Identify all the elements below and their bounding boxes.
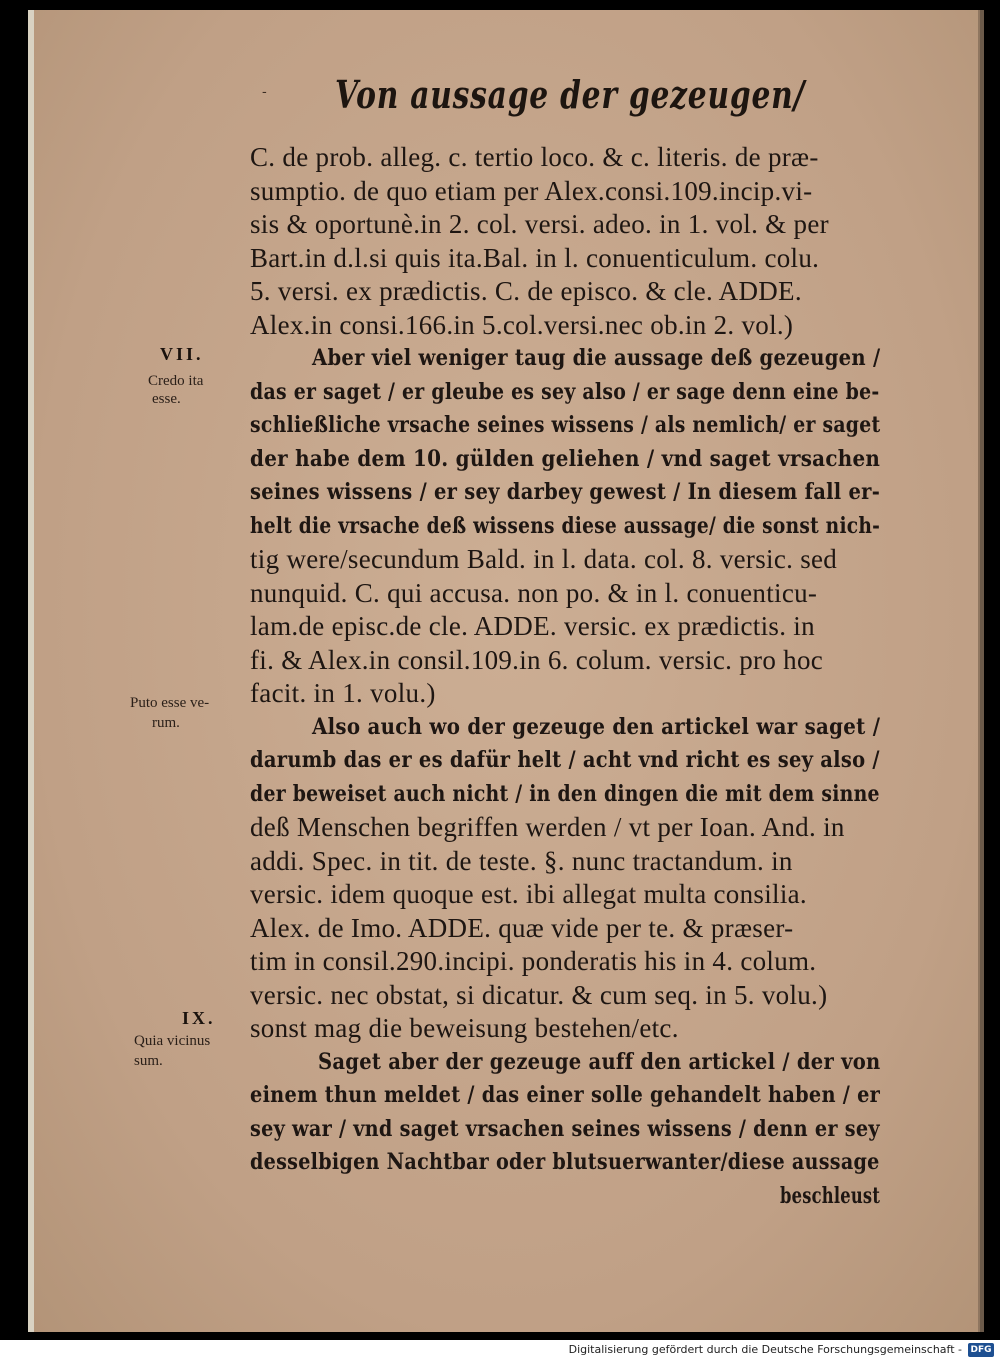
text-line: sey war / vnd saget vrsachen seines wissens / denn er sey (250, 1115, 880, 1142)
text-line: sumptio. de quo etiam per Alex.consi.109.incip.vi- (250, 175, 813, 206)
margin-note-puto-line1: Puto esse ve- (130, 695, 210, 711)
head-mark: - (262, 84, 267, 100)
text-line: versic. nec obstat, si dicatur. & cum seq. in 5. volu.) (250, 979, 828, 1010)
text-line: der habe dem 10. gülden geliehen / vnd saget vrsachen (250, 445, 881, 472)
margin-number-ix: IX. (182, 1008, 216, 1028)
text-line: einem thun meldet / das einer solle gehandelt haben / er (250, 1082, 881, 1108)
text-line: nunquid. C. qui accusa. non po. & in l. conuenticu- (250, 577, 818, 608)
text-line: C. de prob. alleg. c. tertio loco. & c. literis. de præ- (250, 142, 819, 172)
text-line: tim in consil.290.incipi. ponderatis his in 4. colum. (250, 946, 817, 976)
text-line: helt die vrsache deß wissens diese aussage/ die sonst nich- (250, 512, 881, 539)
text-line: sonst mag die beweisung bestehen/etc. (250, 1013, 679, 1043)
text-line: Alex. de Imo. ADDE. quæ vide per te. & præser- (250, 912, 794, 943)
margin-note-credo-line1: Credo ita (148, 373, 204, 389)
margin-note-puto-line2: rum. (152, 715, 180, 731)
text-line: Also auch wo der gezeuge den artickel war saget / (312, 713, 881, 740)
text-line: darumb das er es dafür helt / acht vnd richt es sey also / (250, 747, 880, 773)
text-line: lam.de episc.de cle. ADDE. versic. ex prædictis. in (250, 611, 815, 641)
text-line: Alex.in consi.166.in 5.col.versi.nec ob.in 2. vol.) (250, 309, 794, 340)
text-line: Saget aber der gezeuge auff den artickel / der von (318, 1048, 881, 1075)
text-line: Bart.in d.l.si quis ita.Bal. in l. conuenticulum. colu. (250, 242, 820, 273)
text-line: fi. & Alex.in consil.109.in 6. colum. versic. pro hoc (250, 644, 824, 675)
text-line: versic. idem quoque est. ibi allegat multa consilia. (250, 879, 807, 909)
page-edge-right (980, 10, 984, 1332)
text-line: das er saget / er gleube es sey also / er sage denn eine be- (250, 378, 880, 405)
text-line: 5. versi. ex prædictis. C. de episco. & cle. ADDE. (250, 276, 802, 306)
footer-bar (0, 1340, 1000, 1361)
margin-note-quia-line2: sum. (134, 1053, 163, 1069)
text-line: beschleust (780, 1182, 881, 1209)
text-line: tig were/secundum Bald. in l. data. col. 8. versic. sed (250, 544, 838, 574)
text-line: Aber viel weniger taug die aussage deß gezeugen / (312, 345, 881, 371)
margin-note-credo-line2: esse. (152, 391, 181, 407)
dfg-logo: DFG (968, 1343, 994, 1357)
footer-credit: Digitalisierung gefördert durch die Deutsche Forschungsgemeinschaft - (568, 1343, 962, 1356)
text-line: deß Menschen begriffen werden / vt per Ioan. And. in (250, 812, 845, 842)
running-head: Von aussage der gezeugen/ (335, 72, 806, 117)
margin-number-vii: VII. (160, 344, 204, 364)
text-line: desselbigen Nachtbar oder blutsuerwanter/diese aussage (250, 1149, 880, 1175)
text-line: sis & oportunè.in 2. col. versi. adeo. in 1. vol. & per (250, 209, 829, 239)
text-line: schließliche vrsache seines wissens / als nemlich/ er saget (250, 412, 881, 438)
text-line: der beweiset auch nicht / in den dingen die mit dem sinne (250, 780, 880, 807)
margin-note-quia-line1: Quia vicinus (134, 1033, 211, 1049)
text-line: addi. Spec. in tit. de teste. §. nunc tractandum. in (250, 845, 793, 876)
text-line: seines wissens / er sey darbey gewest / In diesem fall er- (250, 479, 881, 505)
text-line: facit. in 1. volu.) (250, 678, 436, 708)
